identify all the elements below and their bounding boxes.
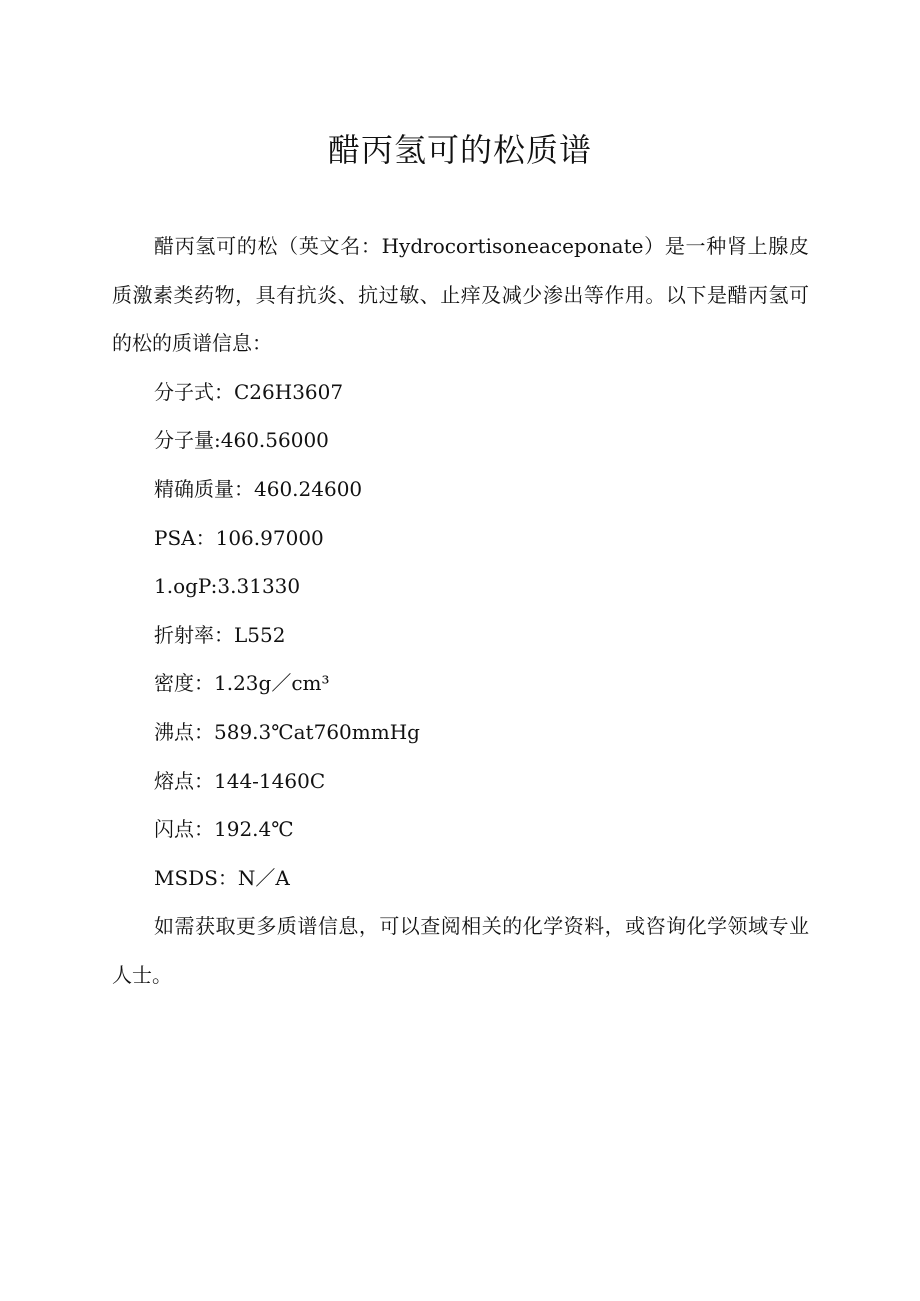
property-label: 沸点： bbox=[154, 719, 214, 744]
property-label: 闪点： bbox=[154, 817, 214, 842]
property-flash-point bbox=[112, 805, 809, 854]
document-body bbox=[112, 222, 809, 1000]
property-melting-point bbox=[112, 757, 809, 806]
intro-paragraph: 醋丙氢可的松（英文名：Hydrocortisoneaceponate）是一种肾上腺皮质激素类药物，具有抗炎、抗过敏、止痒及减少渗出等作用。以下是醋丙氢可的松的质谱信息： bbox=[112, 234, 809, 356]
property-exact-mass bbox=[112, 465, 809, 514]
property-label: 折射率： bbox=[154, 622, 234, 647]
property-label: 精确质量： bbox=[154, 476, 254, 501]
property-value: N／A bbox=[237, 865, 290, 890]
property-refractive-index bbox=[112, 611, 809, 660]
property-value: 589.3℃at760mmHg bbox=[214, 719, 420, 744]
property-formula bbox=[112, 368, 809, 417]
closing-paragraph: 如需获取更多质谱信息，可以查阅相关的化学资料，或咨询化学领域专业人士。 bbox=[112, 914, 809, 987]
property-value: 460.56000 bbox=[220, 428, 329, 453]
property-label: 熔点： bbox=[154, 768, 214, 793]
property-label: MSDS： bbox=[154, 865, 238, 890]
property-value: 1.23g／cm³ bbox=[214, 671, 330, 696]
property-logp bbox=[112, 562, 809, 611]
property-density bbox=[112, 659, 809, 708]
property-molecular-weight bbox=[112, 416, 809, 465]
property-value: 192.4℃ bbox=[214, 817, 294, 842]
property-value: 3.31330 bbox=[217, 574, 301, 599]
property-value: L552 bbox=[234, 622, 286, 647]
property-label: 密度： bbox=[154, 671, 214, 696]
property-label: 1.ogP: bbox=[154, 574, 218, 599]
property-label: 分子量: bbox=[154, 428, 221, 453]
property-boiling-point bbox=[112, 708, 809, 757]
property-label: PSA： bbox=[154, 525, 216, 550]
page-title: 醋丙氢可的松质谱 bbox=[327, 131, 592, 169]
property-value: 144-1460C bbox=[214, 768, 326, 793]
property-msds bbox=[112, 854, 809, 903]
property-psa bbox=[112, 514, 809, 563]
property-value: C26H3607 bbox=[234, 379, 344, 404]
property-value: 460.24600 bbox=[254, 476, 363, 501]
property-label: 分子式： bbox=[154, 379, 234, 404]
property-value: 106.97000 bbox=[215, 525, 324, 550]
